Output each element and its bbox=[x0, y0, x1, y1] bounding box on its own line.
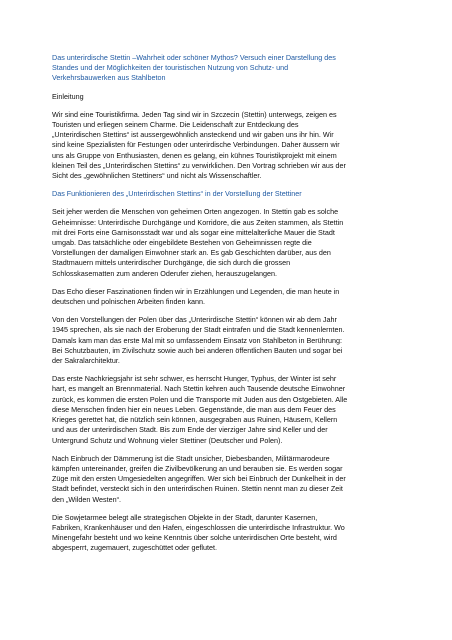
text-line: Fabriken, Krankenhäuser und den Hafen, eingeschlossen die unterirdische Infrastruktur. Wo bbox=[52, 522, 345, 532]
paragraph-3 bbox=[52, 315, 408, 366]
text-line: 1945 sprechen, als sie nach der Eroberung der Stadt eintrafen und die Stadt kennenlernten. bbox=[52, 325, 345, 335]
text-line: Von den Vorstellungen der Polen über das „Unterirdische Stettin“ können wir ab dem Jahr bbox=[52, 315, 337, 325]
text-line: Vorstellungen der damaligen Einwohner stark an. Es gab Geschichten darüber, aus den bbox=[52, 248, 331, 258]
text-line: Sicht des „gewöhnlichen Stettiners“ und nicht als Wissenschaftler. bbox=[52, 171, 262, 181]
paragraph-2 bbox=[52, 287, 408, 307]
title-line: Standes und der Möglichkeiten der touristischen Nutzung von Schutz- und bbox=[52, 63, 289, 73]
text-line: kleinen Teil des „Unterirdischen Stettins“ zu verwirklichen. Den Vortrag schrieben wir aus der bbox=[52, 160, 346, 170]
text-line: Züge mit den ersten Umgesiedelten angegriffen. Wer sich bei Einbruch der Dunkelheit in der bbox=[52, 474, 346, 484]
text-line: Stadt befindet, versteckt sich in den unterirdischen Ruinen. Stettin nennt man zu dieser Zeit bbox=[52, 484, 343, 494]
text-line: Die Sowjetarmee belegt alle strategischen Objekte in der Stadt, darunter Kasernen, bbox=[52, 512, 318, 522]
section-heading-function: Das Funktionieren des „Unterirdischen Stettins“ in der Vorstellung der Stettiner bbox=[52, 189, 302, 199]
text-line: Damals kam man das erste Mal mit so umfassendem Einsatz von Stahlbeton in Berührung: bbox=[52, 335, 343, 345]
text-line: Krieges gerettet hat, die nützlich sein können, ausgegraben aus Ruinen, Häusern, Kellern bbox=[52, 415, 338, 425]
title-line: Das unterirdische Stettin –Wahrheit oder schöner Mythos? Versuch einer Darstellung des bbox=[52, 53, 336, 62]
text-line: Untergrund Schutz und Wohnung vieler Stettiner (Deutscher und Polen). bbox=[52, 435, 283, 445]
text-line: sind keine Spezialisten für Festungen oder unterirdische Verbindungen. Daher äussern wir bbox=[52, 140, 340, 150]
text-line: Touristen und erliegen seinem Charme. Die Leidenschaft zur Entdeckung des bbox=[52, 120, 299, 130]
text-line: Stadtmauern mittels unterirdischer Durchgänge, die sich durch die grossen bbox=[52, 258, 291, 268]
document-title bbox=[52, 53, 408, 84]
text-line: zurück, es kommen die ersten Polen und die Transporte mit Juden aus den Ostgebieten. Alle bbox=[52, 394, 348, 404]
text-line: und aus der unterirdischen Stadt. Bis zum Ende der vierziger Jahre sind Keller und der bbox=[52, 425, 328, 435]
text-line: Schlosskasematten zum anderen Oderufer ziehen, herauszugelangen. bbox=[52, 268, 277, 278]
text-line: den „Wilden Westen“. bbox=[52, 494, 121, 504]
heading-einleitung: Einleitung bbox=[52, 91, 84, 101]
paragraph-5 bbox=[52, 454, 408, 505]
text-line: Das erste Nachkriegsjahr ist sehr schwer, es herrscht Hunger, Typhus, der Winter ist sehr bbox=[52, 374, 337, 384]
text-line: umgab. Das tatsächliche oder eingebildete Bestehen von Geheimnissen regte die bbox=[52, 238, 312, 248]
text-line: hart, es mangelt an Brennmaterial. Nach Stettin kehren auch Tausende deutsche Einwohner bbox=[52, 384, 346, 394]
text-line: Das Echo dieser Faszinationen finden wir in Erzählungen und Legenden, die man heute in bbox=[52, 286, 340, 296]
text-line: Wir sind eine Touristikfirma. Jeden Tag sind wir in Szczecin (Stettin) unterwegs, zeigen es bbox=[52, 109, 337, 119]
text-line: mit drei Forts eine Garnisonsstadt war und als sogar eine mittelalterliche Mauer die Stadt bbox=[52, 227, 335, 237]
text-line: diese Menschen finden hier ein neues Leben. Gegenstände, die man aus dem Feuer des bbox=[52, 404, 336, 414]
text-line: Bei Schutzbauten, im Zivilschutz sowie auch bei anderen öffentlichen Bauten und sogar bei bbox=[52, 345, 343, 355]
title-line: Verkehrsbauwerken aus Stahlbeton bbox=[52, 73, 166, 83]
paragraph-1 bbox=[52, 207, 408, 278]
text-line: kämpfen untereinander, greifen die Zivilbevölkerung an und berauben sie. Es werden sogar bbox=[52, 463, 343, 473]
text-line: „Unterirdischen Stettins“ ist aussergewöhnlich ansteckend und wir gaben uns ihr hin. Wir bbox=[52, 130, 334, 140]
paragraph-6 bbox=[52, 513, 408, 554]
text-line: Nach Einbruch der Dämmerung ist die Stadt unsicher, Diebesbanden, Militärmarodeure bbox=[52, 453, 330, 463]
text-line: der Sakralarchitektur. bbox=[52, 356, 120, 366]
text-line: Minengefahr besteht und wo keine Kenntnis über solche unterirdischen Orte besteht, wird bbox=[52, 533, 337, 543]
text-line: uns als Gruppe von Enthusiasten, denen es gelang, ein kühnes Touristikprojekt mit einem bbox=[52, 150, 337, 160]
text-line: Geheimnisse: Unterirdische Durchgänge und Korridore, die aus Zeiten stammen, als Stettin bbox=[52, 217, 344, 227]
text-line: deutschen und polnischen Arbeiten finden kann. bbox=[52, 297, 206, 307]
paragraph-intro bbox=[52, 110, 408, 181]
text-line: abgesperrt, zugemauert, zugeschüttet oder geflutet. bbox=[52, 543, 218, 553]
paragraph-4 bbox=[52, 374, 408, 445]
document-body bbox=[52, 53, 408, 554]
text-line: Seit jeher werden die Menschen von geheimen Orten angezogen. In Stettin gab es solche bbox=[52, 207, 339, 217]
